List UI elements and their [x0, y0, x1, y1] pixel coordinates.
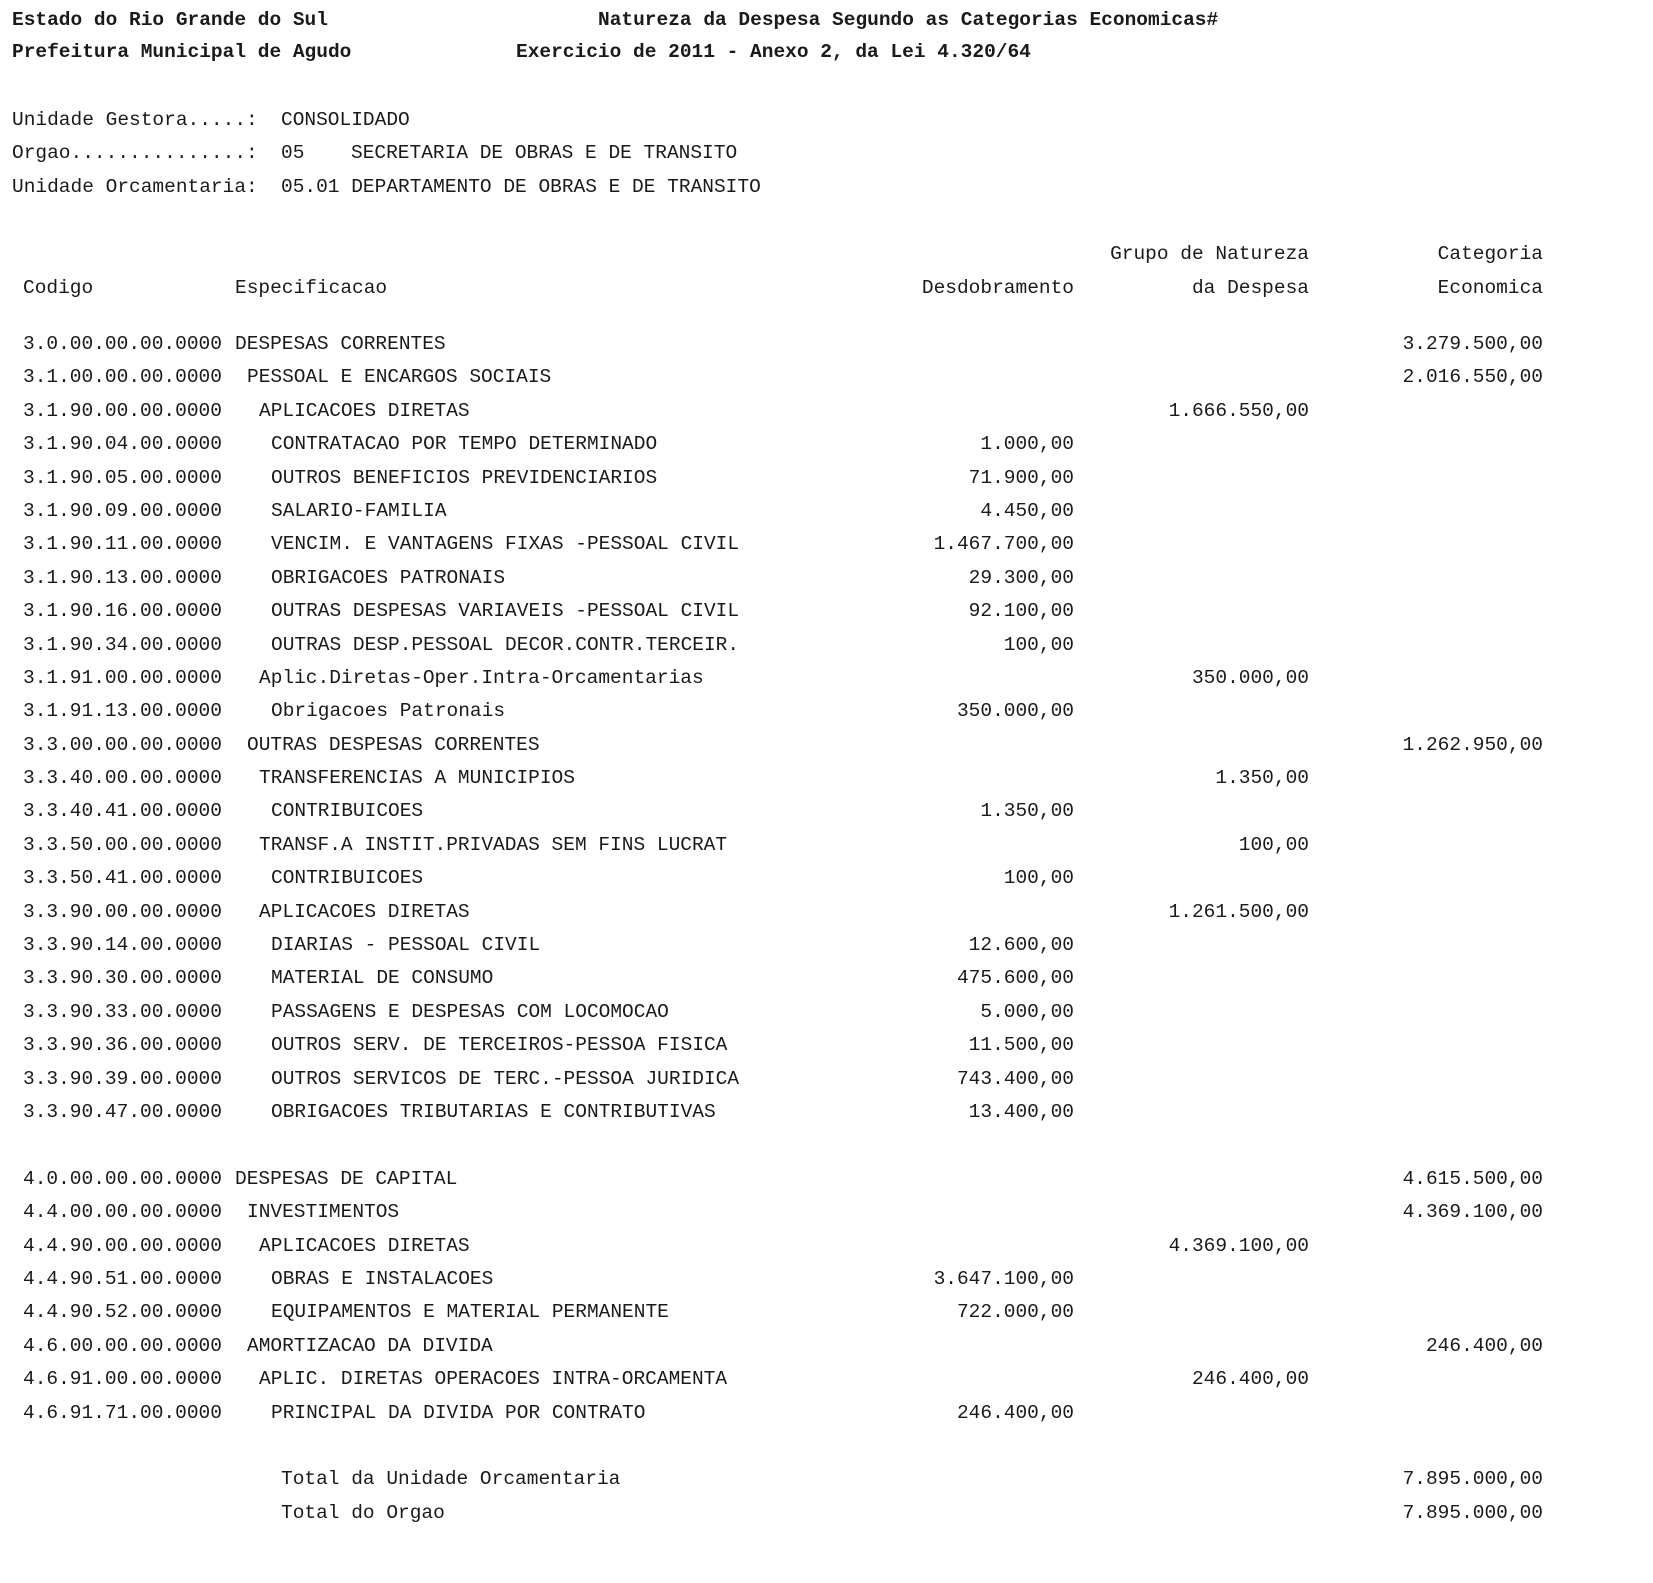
table-row: [0, 399, 1653, 432]
cell-especificacao: SALARIO-FAMILIA: [271, 499, 447, 522]
unidade-orcamentaria-value: 05.01 DEPARTAMENTO DE OBRAS E DE TRANSITO: [281, 176, 761, 198]
table-row: [0, 866, 1653, 899]
table-row: [0, 1167, 1653, 1200]
cell-especificacao: APLICACOES DIRETAS: [259, 399, 470, 422]
table-row: [0, 432, 1653, 465]
cell-grupo-natureza: 1.350,00: [1215, 767, 1309, 790]
table-row: [0, 599, 1653, 632]
orgao-code: 05: [281, 142, 305, 164]
cell-codigo: 4.4.90.51.00.0000: [23, 1267, 222, 1290]
unidade-gestora-label: Unidade Gestora.....:: [12, 109, 258, 131]
cell-especificacao: TRANSF.A INSTIT.PRIVADAS SEM FINS LUCRAT: [259, 833, 728, 856]
cell-codigo: 4.4.90.00.00.0000: [23, 1234, 222, 1257]
cell-especificacao: OBRIGACOES TRIBUTARIAS E CONTRIBUTIVAS: [271, 1100, 716, 1123]
cell-categoria-economica: 246.400,00: [1425, 1334, 1543, 1357]
cell-especificacao: PRINCIPAL DA DIVIDA POR CONTRATO: [271, 1401, 646, 1424]
table-row: [0, 699, 1653, 732]
total-row: [0, 1501, 1653, 1534]
cell-desdobramento: 722.000,00: [956, 1301, 1074, 1324]
table-row: [0, 1067, 1653, 1100]
table-row: [0, 1401, 1653, 1434]
table-row: [0, 1200, 1653, 1233]
cell-especificacao: APLIC. DIRETAS OPERACOES INTRA-ORCAMENTA: [259, 1368, 728, 1391]
cell-especificacao: CONTRATACAO POR TEMPO DETERMINADO: [271, 433, 658, 456]
cell-desdobramento: 1.000,00: [980, 433, 1074, 456]
cell-codigo: 3.1.00.00.00.0000: [23, 366, 222, 389]
cell-categoria-economica: 3.279.500,00: [1402, 333, 1543, 355]
cell-codigo: 3.3.90.47.00.0000: [23, 1100, 222, 1123]
cell-especificacao: AMORTIZACAO DA DIVIDA: [247, 1334, 493, 1357]
table-row: [0, 633, 1653, 666]
cell-desdobramento: 350.000,00: [956, 700, 1074, 723]
total-value: 7.895.000,00: [1402, 1468, 1543, 1491]
cell-desdobramento: 13.400,00: [968, 1100, 1074, 1123]
state-name: Estado do Rio Grande do Sul: [12, 9, 328, 31]
cell-especificacao: OUTRAS DESPESAS VARIAVEIS -PESSOAL CIVIL: [271, 600, 740, 623]
cell-desdobramento: 71.900,00: [968, 466, 1074, 489]
table-row: [0, 966, 1653, 999]
cell-codigo: 3.1.90.04.00.0000: [23, 433, 222, 456]
cell-especificacao: CONTRIBUICOES: [271, 867, 424, 890]
cell-especificacao: APLICACOES DIRETAS: [259, 1234, 470, 1257]
cell-desdobramento: 1.350,00: [980, 800, 1074, 823]
cell-codigo: 3.1.90.09.00.0000: [23, 499, 222, 522]
cell-grupo-natureza: 1.261.500,00: [1168, 900, 1309, 923]
table-row: [0, 532, 1653, 565]
cell-categoria-economica: 2.016.550,00: [1402, 366, 1543, 389]
cell-especificacao: MATERIAL DE CONSUMO: [271, 967, 494, 990]
cell-codigo: 3.3.00.00.00.0000: [23, 733, 222, 756]
table-row: [0, 799, 1653, 832]
table-row: [0, 365, 1653, 398]
cell-codigo: 3.0.00.00.00.0000: [23, 333, 222, 355]
cell-especificacao: DIARIAS - PESSOAL CIVIL: [271, 934, 541, 957]
cell-codigo: 3.3.90.36.00.0000: [23, 1034, 222, 1057]
cell-especificacao: PESSOAL E ENCARGOS SOCIAIS: [247, 366, 552, 389]
cell-codigo: 3.3.40.00.00.0000: [23, 767, 222, 790]
cell-especificacao: Aplic.Diretas-Oper.Intra-Orcamentarias: [259, 666, 704, 689]
col-header-codigo: Codigo: [23, 277, 94, 299]
cell-especificacao: EQUIPAMENTOS E MATERIAL PERMANENTE: [271, 1301, 669, 1324]
col-header-grupo-line1: Grupo de Natureza: [1110, 243, 1309, 265]
orgao-label: Orgao...............:: [12, 142, 258, 164]
table-row: [0, 1000, 1653, 1033]
table-row: [0, 1334, 1653, 1367]
expense-table: [0, 332, 1653, 1534]
unidade-gestora-value: CONSOLIDADO: [281, 109, 410, 131]
table-row: [0, 499, 1653, 532]
cell-codigo: 4.6.00.00.00.0000: [23, 1334, 222, 1357]
cell-codigo: 3.1.91.00.00.0000: [23, 666, 222, 689]
cell-desdobramento: 92.100,00: [968, 600, 1074, 623]
cell-especificacao: INVESTIMENTOS: [247, 1201, 400, 1224]
cell-codigo: 3.1.90.16.00.0000: [23, 600, 222, 623]
cell-codigo: 4.0.00.00.00.0000: [23, 1167, 222, 1190]
table-row: [0, 332, 1653, 365]
cell-codigo: 3.1.90.13.00.0000: [23, 566, 222, 589]
cell-codigo: 3.3.50.41.00.0000: [23, 867, 222, 890]
cell-categoria-economica: 1.262.950,00: [1402, 733, 1543, 756]
col-header-categoria-line2: Economica: [1437, 277, 1543, 299]
total-row: [0, 1467, 1653, 1500]
cell-especificacao: TRANSFERENCIAS A MUNICIPIOS: [259, 767, 575, 790]
spacer-row: [0, 1133, 1653, 1166]
cell-desdobramento: 4.450,00: [980, 499, 1074, 522]
table-row: [0, 1367, 1653, 1400]
cell-grupo-natureza: 1.666.550,00: [1168, 399, 1309, 422]
cell-codigo: 4.6.91.00.00.0000: [23, 1368, 222, 1391]
cell-codigo: 3.1.90.11.00.0000: [23, 533, 222, 556]
unidade-orcamentaria-label: Unidade Orcamentaria:: [12, 176, 258, 198]
spacer-row: [0, 1434, 1653, 1467]
cell-codigo: 3.1.90.00.00.0000: [23, 399, 222, 422]
cell-especificacao: OBRIGACOES PATRONAIS: [271, 566, 506, 589]
table-row: [0, 566, 1653, 599]
table-row: [0, 1100, 1653, 1133]
report-subtitle: Exercicio de 2011 - Anexo 2, da Lei 4.320/64: [516, 41, 1031, 63]
cell-especificacao: PASSAGENS E DESPESAS COM LOCOMOCAO: [271, 1000, 669, 1023]
table-row: [0, 1300, 1653, 1333]
cell-codigo: 4.4.00.00.00.0000: [23, 1201, 222, 1224]
cell-desdobramento: 246.400,00: [956, 1401, 1074, 1424]
cell-codigo: 3.3.40.41.00.0000: [23, 800, 222, 823]
col-header-categoria-line1: Categoria: [1437, 243, 1543, 265]
cell-codigo: 3.1.91.13.00.0000: [23, 700, 222, 723]
cell-especificacao: OUTRAS DESPESAS CORRENTES: [247, 733, 540, 756]
cell-desdobramento: 100,00: [1003, 633, 1074, 656]
cell-desdobramento: 29.300,00: [968, 566, 1074, 589]
cell-desdobramento: 1.467.700,00: [933, 533, 1074, 556]
report-title: Natureza da Despesa Segundo as Categorias Economicas#: [598, 9, 1219, 31]
cell-desdobramento: 475.600,00: [956, 967, 1074, 990]
cell-codigo: 4.4.90.52.00.0000: [23, 1301, 222, 1324]
cell-especificacao: OUTROS SERVICOS DE TERC.-PESSOA JURIDICA: [271, 1067, 740, 1090]
cell-codigo: 3.3.50.00.00.0000: [23, 833, 222, 856]
table-row: [0, 466, 1653, 499]
cell-desdobramento: 743.400,00: [956, 1067, 1074, 1090]
cell-desdobramento: 12.600,00: [968, 934, 1074, 957]
total-label: Total do Orgao: [281, 1501, 445, 1524]
cell-codigo: 3.3.90.30.00.0000: [23, 967, 222, 990]
cell-grupo-natureza: 350.000,00: [1191, 666, 1309, 689]
col-header-especificacao: Especificacao: [235, 277, 388, 299]
cell-codigo: 3.3.90.14.00.0000: [23, 934, 222, 957]
cell-especificacao: VENCIM. E VANTAGENS FIXAS -PESSOAL CIVIL: [271, 533, 740, 556]
cell-desdobramento: 5.000,00: [980, 1000, 1074, 1023]
cell-codigo: 3.3.90.00.00.0000: [23, 900, 222, 923]
table-row: [0, 666, 1653, 699]
cell-desdobramento: 3.647.100,00: [933, 1267, 1074, 1290]
table-row: [0, 1033, 1653, 1066]
col-header-desdobramento: Desdobramento: [921, 277, 1074, 299]
cell-codigo: 3.3.90.39.00.0000: [23, 1067, 222, 1090]
cell-grupo-natureza: 246.400,00: [1191, 1368, 1309, 1391]
cell-codigo: 4.6.91.71.00.0000: [23, 1401, 222, 1424]
cell-codigo: 3.3.90.33.00.0000: [23, 1000, 222, 1023]
cell-desdobramento: 100,00: [1003, 867, 1074, 890]
municipality-name: Prefeitura Municipal de Agudo: [12, 41, 352, 63]
cell-categoria-economica: 4.615.500,00: [1402, 1167, 1543, 1190]
cell-especificacao: APLICACOES DIRETAS: [259, 900, 470, 923]
cell-especificacao: OBRAS E INSTALACOES: [271, 1267, 494, 1290]
table-row: [0, 833, 1653, 866]
table-row: [0, 766, 1653, 799]
total-label: Total da Unidade Orcamentaria: [281, 1468, 621, 1491]
table-row: [0, 1267, 1653, 1300]
col-header-grupo-line2: da Despesa: [1191, 277, 1309, 299]
cell-codigo: 3.1.90.34.00.0000: [23, 633, 222, 656]
cell-especificacao: OUTROS SERV. DE TERCEIROS-PESSOA FISICA: [271, 1034, 728, 1057]
orgao-name: SECRETARIA DE OBRAS E DE TRANSITO: [351, 142, 738, 164]
cell-especificacao: DESPESAS CORRENTES: [235, 333, 446, 355]
cell-codigo: 3.1.90.05.00.0000: [23, 466, 222, 489]
cell-categoria-economica: 4.369.100,00: [1402, 1201, 1543, 1224]
cell-especificacao: OUTRAS DESP.PESSOAL DECOR.CONTR.TERCEIR.: [271, 633, 740, 656]
table-row: [0, 933, 1653, 966]
table-row: [0, 733, 1653, 766]
cell-especificacao: DESPESAS DE CAPITAL: [235, 1167, 458, 1190]
table-row: [0, 1234, 1653, 1267]
cell-especificacao: Obrigacoes Patronais: [271, 700, 506, 723]
cell-desdobramento: 11.500,00: [968, 1034, 1074, 1057]
cell-grupo-natureza: 4.369.100,00: [1168, 1234, 1309, 1257]
total-value: 7.895.000,00: [1402, 1501, 1543, 1524]
cell-grupo-natureza: 100,00: [1238, 833, 1309, 856]
cell-especificacao: CONTRIBUICOES: [271, 800, 424, 823]
table-row: [0, 900, 1653, 933]
cell-especificacao: OUTROS BENEFICIOS PREVIDENCIARIOS: [271, 466, 658, 489]
